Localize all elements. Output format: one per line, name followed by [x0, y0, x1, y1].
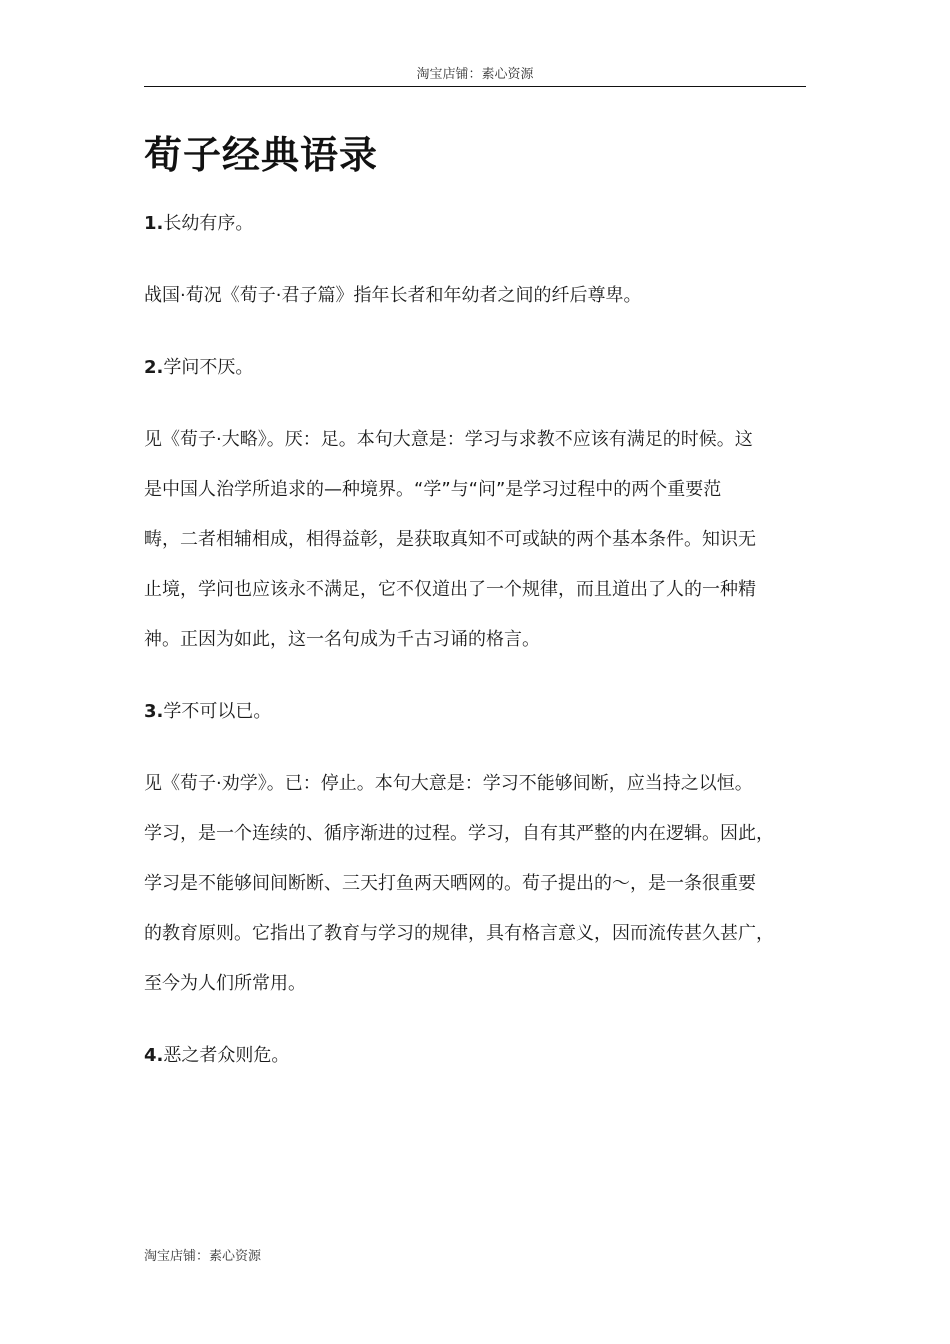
paragraph-line: 是中国人治学所追求的—种境界。“学”与“问”是学习过程中的两个重要范: [144, 479, 722, 500]
section-heading-text: 学不可以已。: [163, 701, 272, 722]
document-body: [144, 199, 824, 1103]
section-heading-text: 长幼有序。: [163, 213, 254, 234]
section-paragraph-3: [144, 759, 824, 1009]
section-heading-2: [144, 343, 824, 393]
paragraph-line: 畴，二者相辅相成，相得益彰，是获取真知不可或缺的两个基本条件。知识无: [144, 529, 756, 550]
section-number: 3.: [144, 701, 164, 722]
header-divider: [144, 86, 806, 87]
paragraph-line: 止境，学问也应该永不满足，它不仅道出了一个规律，而且道出了人的一种精: [144, 579, 756, 600]
section-number: 1.: [144, 213, 164, 234]
paragraph-line: 见《荀子·大略》。厌：足。本句大意是：学习与求教不应该有满足的时候。这: [144, 429, 753, 450]
paragraph-line: 学习，是一个连续的、循序渐进的过程。学习，自有其严整的内在逻辑。因此，: [144, 823, 774, 844]
paragraph-line: 至今为人们所常用。: [144, 973, 306, 994]
paragraph-line: 学习是不能够间间断断、三天打鱼两天晒网的。荀子提出的～，是一条很重要: [144, 873, 756, 894]
page-header: 淘宝店铺：素心资源: [416, 67, 534, 82]
section-heading-1: [144, 199, 824, 249]
section-paragraph-1: [144, 271, 824, 321]
section-paragraph-2: [144, 415, 824, 665]
paragraph-line: 的教育原则。它指出了教育与学习的规律，具有格言意义，因而流传甚久甚广，: [144, 923, 774, 944]
paragraph-line: 神。正因为如此，这一名句成为千古习诵的格言。: [144, 629, 540, 650]
section-heading-3: [144, 687, 824, 737]
section-number: 2.: [144, 357, 164, 378]
section-number: 4.: [144, 1045, 164, 1066]
paragraph-line: 战国·荀况《荀子·君子篇》指年长者和年幼者之间的纤后尊卑。: [144, 285, 642, 306]
section-heading-text: 恶之者众则危。: [163, 1045, 290, 1066]
paragraph-line: 见《荀子·劝学》。已：停止。本句大意是：学习不能够间断，应当持之以恒。: [144, 773, 753, 794]
section-heading-text: 学问不厌。: [163, 357, 254, 378]
document-title: 荀子经典语录: [144, 133, 379, 177]
section-heading-4: [144, 1031, 824, 1081]
page-footer: 淘宝店铺：素心资源: [144, 1249, 262, 1264]
